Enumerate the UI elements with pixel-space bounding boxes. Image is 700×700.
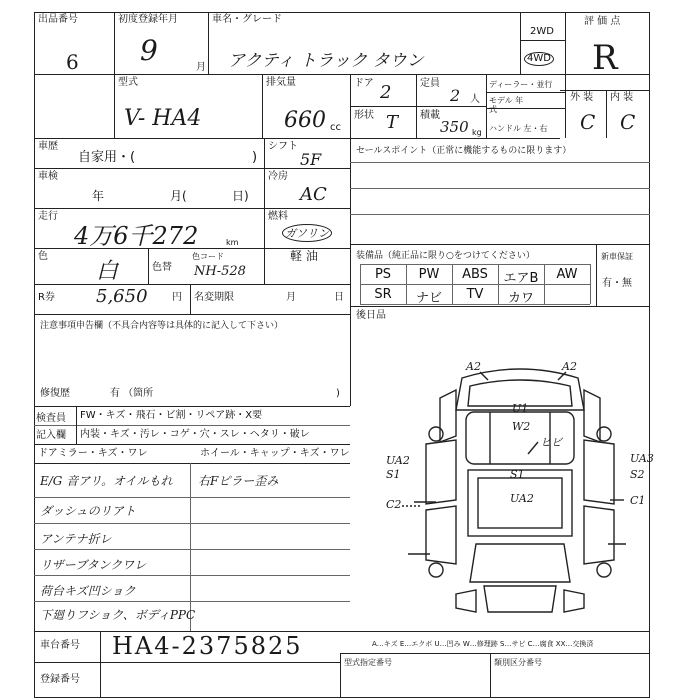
sales-point-label: セールスポイント（正常に機能するものに限ります） (356, 146, 572, 156)
chassis-label: 車台番号 (40, 640, 80, 651)
first-registration-value: 9 (140, 34, 158, 67)
history-label: 車歴 (38, 141, 58, 152)
mileage-label: 走行 (38, 211, 58, 222)
mark-roof-w2: W2 (512, 420, 531, 433)
displacement-label: 排気量 (266, 77, 296, 88)
inspector-row-wheel: ホイール・キャップ・キズ・ワレ (200, 448, 350, 459)
mark-right-s2: S2 (630, 468, 645, 481)
displacement-unit: cc (330, 122, 341, 133)
equipment-airbag: エアB (503, 271, 539, 286)
displacement-value: 660 (284, 108, 326, 133)
ac-label: 冷房 (268, 171, 288, 182)
inspector-row-interior: 内装・キズ・汚レ・コゲ・穴・スレ・ヘタリ・破レ (80, 429, 310, 440)
model-year-label: モデル 年式 (489, 96, 524, 114)
mark-roof-u1: U1 (512, 402, 529, 415)
equipment-grid (360, 264, 590, 304)
registration-month-unit: 月 (196, 62, 206, 73)
inspector-row-mirror: ドアミラー・キズ・ワレ (38, 448, 148, 459)
inspection-day: 日) (232, 189, 249, 203)
equipment-aw: AW (556, 267, 578, 282)
mark-bed-ua2: UA2 (510, 492, 534, 505)
shift-value: 5F (300, 150, 322, 169)
interior-value: C (620, 110, 636, 134)
mark-right-ua3: UA3 (630, 452, 654, 465)
load-unit: kg (472, 128, 482, 137)
comment-4: アンテナ折レ (40, 532, 112, 546)
name-grade-value: アクティ トラック タウン (228, 51, 424, 71)
exterior-label: 外 装 (570, 92, 594, 103)
history-close: ) (252, 150, 258, 165)
mark-left-c2: C2 (386, 498, 402, 511)
vehicle-damage-diagram (380, 350, 660, 630)
capacity-value: 2 (450, 86, 461, 105)
fuel-label: 燃料 (268, 211, 288, 222)
comment-6: 荷台キズ凹ショク (40, 584, 136, 598)
first-registration-label: 初度登録年月 (118, 14, 178, 25)
dealer-label: ディーラー・並行 (489, 80, 553, 89)
lot-value: 6 (66, 50, 79, 74)
equipment-ps: PS (374, 267, 392, 282)
chassis-value: HA4-2375825 (112, 632, 303, 660)
mark-left-s1: S1 (386, 468, 401, 481)
mark-front-left: A2 (466, 360, 481, 373)
mark-right-c1: C1 (630, 494, 646, 507)
repair-value: 有 （箇所 (110, 388, 154, 399)
doors-value: 2 (380, 82, 392, 103)
new-car-warranty-value: 有・無 (602, 278, 632, 289)
capacity-label: 定員 (420, 78, 440, 89)
name-change-label: 名変期限 (194, 292, 234, 303)
mark-bed-s1: S1 (510, 468, 525, 481)
inspector-label: 検査員 記入欄 (36, 413, 66, 441)
new-car-warranty-label: 新車保証 (601, 252, 633, 261)
inspection-month: 月( (170, 189, 187, 203)
interior-label: 内 装 (610, 92, 634, 103)
load-label: 積載 (420, 110, 440, 121)
shape-value: T (386, 112, 399, 133)
comment-2: 右Fピラー歪み (198, 474, 279, 488)
recycle-label: R券 (38, 292, 55, 303)
equipment-title: 装備品（純正品に限り○をつけてください） (356, 251, 535, 261)
comment-1: E/G 音アリ。オイルもれ (40, 474, 173, 488)
equipment-tv: TV (466, 287, 484, 302)
recycle-value: 5,650 (96, 286, 148, 307)
mileage-unit: km (226, 238, 239, 247)
recycle-unit: 円 (172, 292, 182, 303)
color-code-value: NH-528 (194, 264, 246, 279)
name-change-month: 月 (286, 292, 296, 303)
repair-close: ) (336, 388, 340, 399)
model-label: 型式 (118, 77, 138, 88)
load-value: 350 (440, 118, 469, 136)
equipment-abs: ABS (462, 267, 488, 282)
registration-number-label: 登録番号 (40, 674, 80, 685)
comment-5: リザーブタンクワレ (40, 558, 147, 572)
repaint-label: 色替 (152, 262, 172, 273)
equipment-pw: PW (418, 267, 440, 282)
color-label: 色 (38, 251, 48, 262)
inspector-row-exterior: FW・キズ・飛石・ビ割・リペア跡・X要 (80, 410, 263, 421)
lot-label: 出品番号 (38, 14, 78, 25)
color-code-label: 色コード (192, 252, 224, 261)
inspection-label: 車検 (38, 171, 58, 182)
equipment-leather: カワ (507, 291, 534, 306)
category-label: 類別区分番号 (494, 658, 542, 667)
equipment-sr: SR (374, 287, 392, 302)
fuel-option: 軽 油 (290, 249, 318, 263)
form-cert-label: 型式指定番号 (344, 658, 392, 667)
ac-value: AC (300, 184, 327, 205)
name-change-day: 日 (334, 292, 344, 303)
model-value: V- HA4 (124, 106, 202, 131)
mark-front-right: A2 (562, 360, 577, 373)
equipment-navi: ナビ (415, 291, 442, 306)
mileage-value: 4万6千272 (74, 222, 199, 250)
drive-2wd: 2WD (530, 26, 554, 37)
damage-legend: A…キズ E…エクボ U…凹み W…修理跡 S…サビ C…腐食 XX…交換済 (372, 640, 594, 648)
history-value: 自家用・( (78, 150, 136, 165)
doors-label: ドア (354, 78, 374, 89)
repair-label: 修復歴 (40, 388, 70, 399)
handle-label: ハンドル 左・右 (489, 124, 548, 133)
mark-left-ua2: UA2 (386, 454, 410, 467)
comment-7: 下廻りフショク、ボディPPC (40, 608, 196, 622)
shape-label: 形状 (354, 110, 374, 121)
shift-label: シフト (268, 141, 298, 152)
notes-label: 注意事項申告欄（不具合内容等は具体的に記入して下さい） (40, 321, 284, 331)
name-grade-label: 車名・グレード (212, 14, 282, 25)
exterior-value: C (580, 110, 596, 134)
aftermarket-label: 後日品 (356, 310, 386, 321)
drive-4wd: 4WD (524, 52, 554, 66)
grade-value: R (592, 38, 618, 78)
inspection-year: 年 (92, 189, 105, 203)
grade-label: 評 価 点 (584, 16, 621, 27)
color-value: 白 (96, 259, 119, 284)
mark-crack: ヒビ (540, 436, 562, 449)
capacity-unit: 人 (470, 94, 480, 105)
fuel-value: ガソリン (282, 224, 332, 242)
comment-3: ダッシュのリアト (40, 504, 136, 518)
